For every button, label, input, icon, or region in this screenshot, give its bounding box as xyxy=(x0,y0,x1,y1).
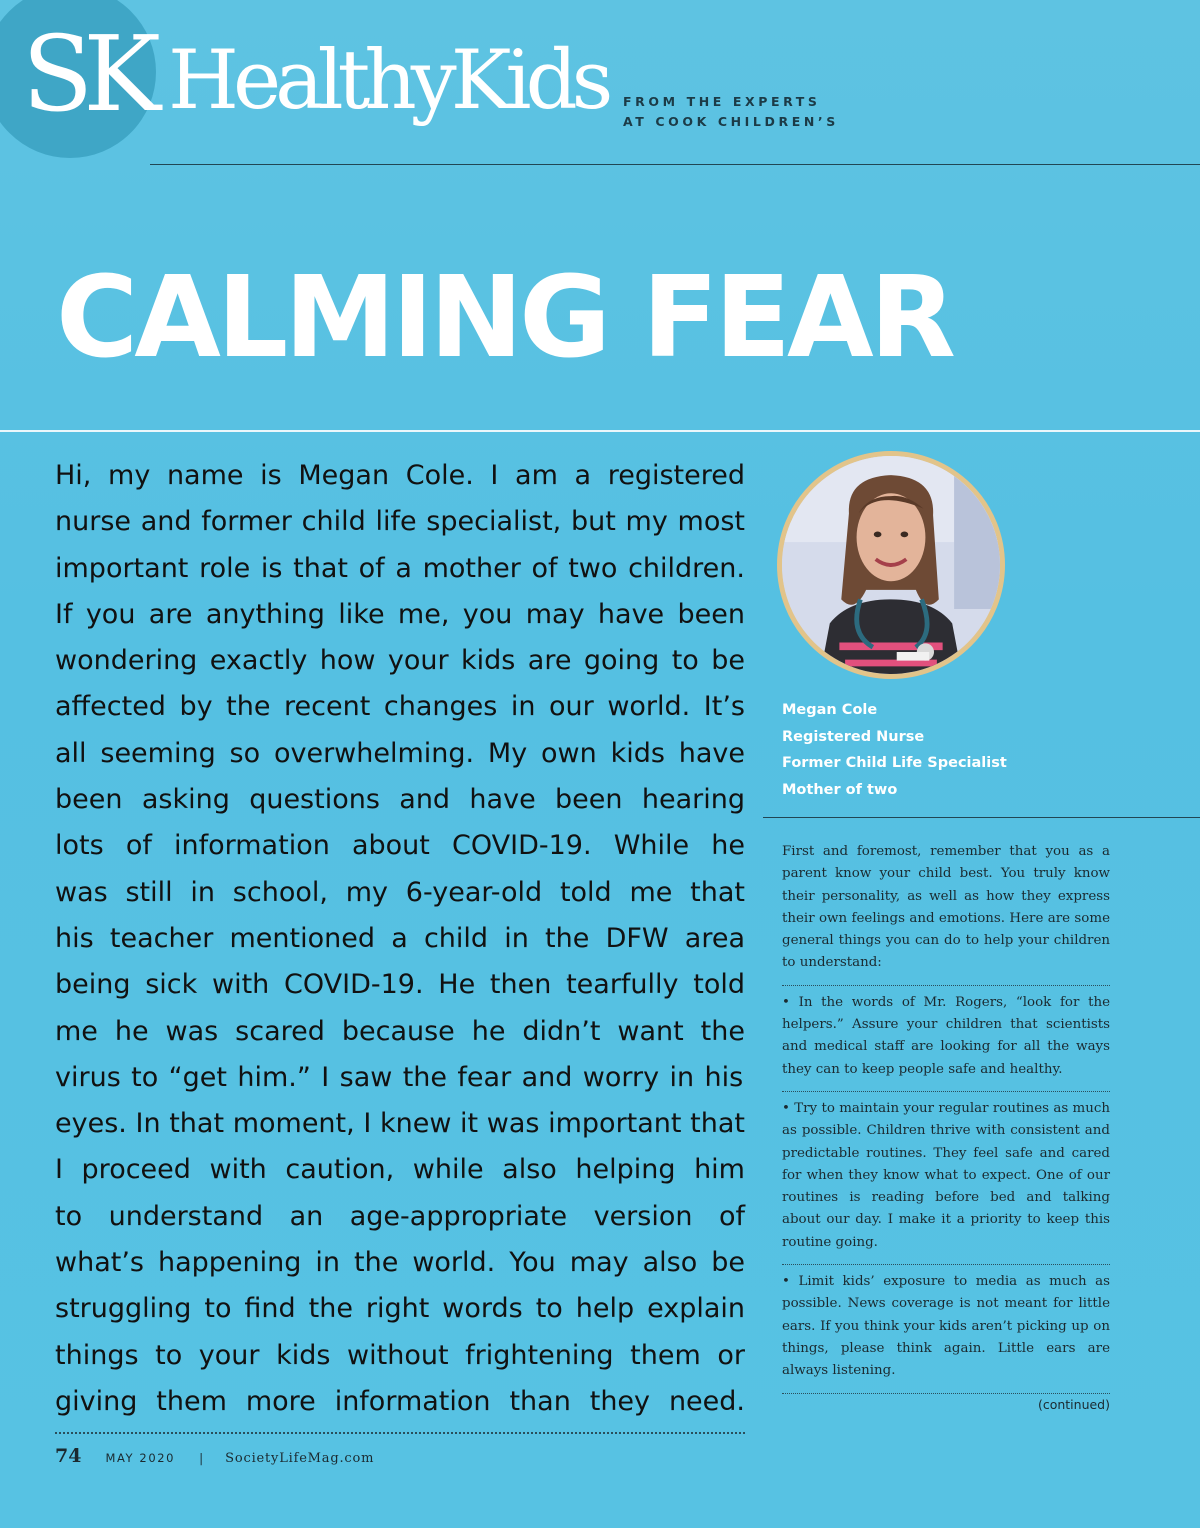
author-title-3: Mother of two xyxy=(782,781,898,798)
author-name: Megan Cole xyxy=(782,702,878,718)
tagline-line1: FROM THE EXPERTS xyxy=(623,94,821,109)
article-line: If you are anything like me, you may have been xyxy=(55,598,745,630)
page-number: 74 xyxy=(55,1445,82,1467)
article-line: eyes. In that moment, I knew it was important that xyxy=(55,1108,745,1140)
article-line: struggling to find the right words to help explain xyxy=(55,1293,745,1325)
article-line: virus to “get him.” I saw the fear and worry in his xyxy=(55,1061,744,1093)
issue-date: MAY 2020 xyxy=(105,1451,176,1465)
sidebar-dotted-divider xyxy=(782,985,1110,986)
website-link: SocietyLifeMag.com xyxy=(225,1451,375,1466)
article-line: me he was scared because he didn’t want the xyxy=(55,1015,745,1047)
article-line: being sick with COVID-19. He then tearfully told xyxy=(55,969,745,1001)
article-line: important role is that of a mother of two children. xyxy=(55,552,745,584)
article-line: nurse and former child life specialist, but my most xyxy=(55,506,745,538)
logo-healthykids: HealthyKids xyxy=(168,33,608,128)
tip-item: • Try to maintain your regular routines as much as possible. Children thrive with consistent and predictable routines. They feel safe and cared for when they know what to expect. One of our routines is reading before bed and talking about our day. I make it a priority to keep this routine going. xyxy=(782,1100,1110,1250)
author-caption xyxy=(782,697,1007,803)
author-title-1: Registered Nurse xyxy=(782,728,925,745)
article-line: was still in school, my 6-year-old told me that xyxy=(55,876,745,908)
headline: CALMING FEAR xyxy=(56,253,952,383)
tip-item: • Limit kids’ exposure to media as much as possible. News coverage is not meant for little ears. If you think your kids aren’t picking up on things, please think again. Little ears are always listening. xyxy=(782,1274,1110,1379)
footer-separator: | xyxy=(199,1451,204,1465)
article-line: things to your kids without frightening them or xyxy=(55,1339,745,1371)
tip-item: • In the words of Mr. Rogers, “look for the helpers.” Assure your children that scientists and medical staff are looking for all the ways they can to keep people safe and healthy. xyxy=(782,994,1110,1077)
headline-divider xyxy=(0,430,1200,432)
article-line: his teacher mentioned a child in the DFW area xyxy=(55,922,745,954)
logo-sk: SK xyxy=(22,13,151,135)
article-body xyxy=(55,453,745,1425)
article-line: to understand an age-appropriate version of xyxy=(55,1200,745,1232)
tagline xyxy=(623,92,839,132)
article-line: all seeming so overwhelming. My own kids have xyxy=(55,737,745,769)
sidebar-tips xyxy=(782,841,1110,1400)
article-line: wondering exactly how your kids are going to be xyxy=(55,645,745,677)
author-photo xyxy=(777,451,1005,679)
article-line: affected by the recent changes in our world. It’s xyxy=(55,691,745,723)
article-dotted-divider xyxy=(55,1432,745,1434)
article-line: been asking questions and have been hearing xyxy=(55,784,745,816)
sidebar-dotted-divider xyxy=(782,1264,1110,1265)
page-footer xyxy=(55,1445,374,1467)
header-divider xyxy=(150,164,1200,165)
sidebar-dotted-divider xyxy=(782,1091,1110,1092)
tagline-line2: AT COOK CHILDREN’S xyxy=(623,114,839,129)
article-line: what’s happening in the world. You may also be xyxy=(55,1247,745,1279)
article-line: Hi, my name is Megan Cole. I am a registered xyxy=(55,460,745,491)
sidebar-divider xyxy=(763,817,1200,818)
portrait-illustration xyxy=(782,456,1000,674)
article-line: lots of information about COVID-19. While he xyxy=(55,830,745,862)
sidebar-dotted-divider xyxy=(782,1393,1110,1394)
author-title-2: Former Child Life Specialist xyxy=(782,755,1007,771)
continued-label: (continued) xyxy=(1037,1397,1110,1412)
article-line: I proceed with caution, while also helping him xyxy=(55,1154,745,1186)
sidebar-intro: First and foremost, remember that you as a parent know your child best. You truly know their personality, as well as how they express their own feelings and emotions. Here are some general things you can do to help your children to understand: xyxy=(782,844,1110,971)
article-line: giving them more information than they need. xyxy=(55,1385,745,1417)
